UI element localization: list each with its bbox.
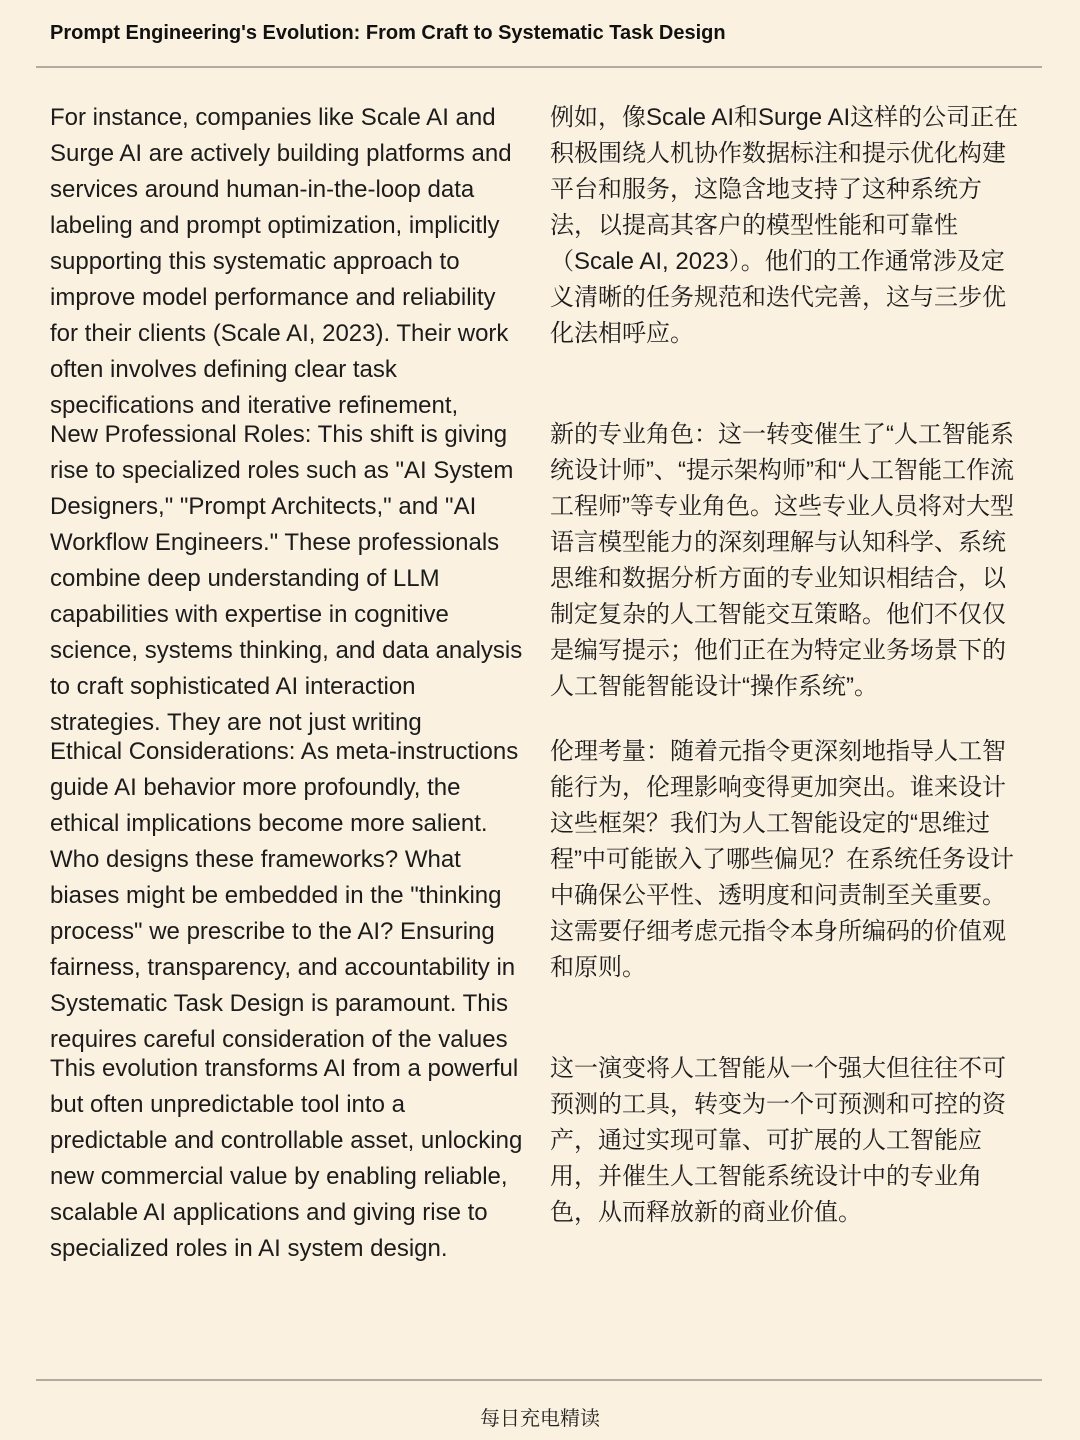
section-1-english: For instance, companies like Scale AI and Surge AI are actively building platforms and services around human-in-the-loop data labeling and prompt optimization, implicitly supporting this systematic approach to improve model performance and reliability for their clients (Scale AI, 2023). Their work often involves defining clear task specifications and iterative refinement,	[50, 104, 512, 419]
section-2-chinese: 新的专业角色：这一转变催生了“人工智能系统设计师”、“提示架构师”和“人工智能工作流工程师”等专业角色。这些专业人员将对大型语言模型能力的深刻理解与认知科学、系统思维和数据分析方面的专业知识相结合，以制定复杂的人工智能交互策略。他们不仅仅是编写提示；他们正在为特定业务场景下的人工智能智能设计“操作系统”。	[550, 421, 1014, 700]
section-3-english: Ethical Considerations: As meta-instructions guide AI behavior more profoundly, the ethical implications become more salient. Who designs these frameworks? What biases might be embedded in the "thinking process" we prescribe to the AI? Ensuring fairness, transparency, and accountability in Systematic Task Design is paramount. This requires careful consideration of the values	[50, 738, 519, 1053]
section-4-english: This evolution transforms AI from a powerful but often unpredictable tool into a predictable and controllable asset, unlocking new commercial value by enabling reliable, scalable AI applications and giving rise to specialized roles in AI system design.	[50, 1055, 523, 1262]
footer-divider	[36, 1379, 1042, 1381]
section-3-chinese: 伦理考量：随着元指令更深刻地指导人工智能行为，伦理影响变得更加突出。谁来设计这些框架？我们为人工智能设定的“思维过程”中可能嵌入了哪些偏见？在系统任务设计中确保公平性、透明度和问责制至关重要。这需要仔细考虑元指令本身所编码的价值观和原则。	[550, 738, 1014, 981]
footer-text: 每日充电精读	[480, 1408, 600, 1430]
section-2-english: New Professional Roles: This shift is giving rise to specialized roles such as "AI System Designers," "Prompt Architects," and "AI Workflow Engineers." These professionals combine deep understanding of LLM capabilities with expertise in cognitive science, systems thinking, and data analysis to craft sophisticated AI interaction strategies. They are not just writing	[50, 421, 523, 736]
page-title: Prompt Engineering's Evolution: From Craft to Systematic Task Design	[50, 22, 726, 44]
header-divider	[36, 66, 1042, 68]
section-1-chinese: 例如，像Scale AI和Surge AI这样的公司正在积极围绕人机协作数据标注和提示优化构建平台和服务，这隐含地支持了这种系统方法，以提高其客户的模型性能和可靠性（Scale AI, 2023）。他们的工作通常涉及定义清晰的任务规范和迭代完善，这与三步优化法相呼应。	[550, 104, 1019, 347]
section-4-chinese: 这一演变将人工智能从一个强大但往往不可预测的工具，转变为一个可预测和可控的资产，通过实现可靠、可扩展的人工智能应用，并催生人工智能系统设计中的专业角色，从而释放新的商业价值。	[550, 1055, 1006, 1226]
